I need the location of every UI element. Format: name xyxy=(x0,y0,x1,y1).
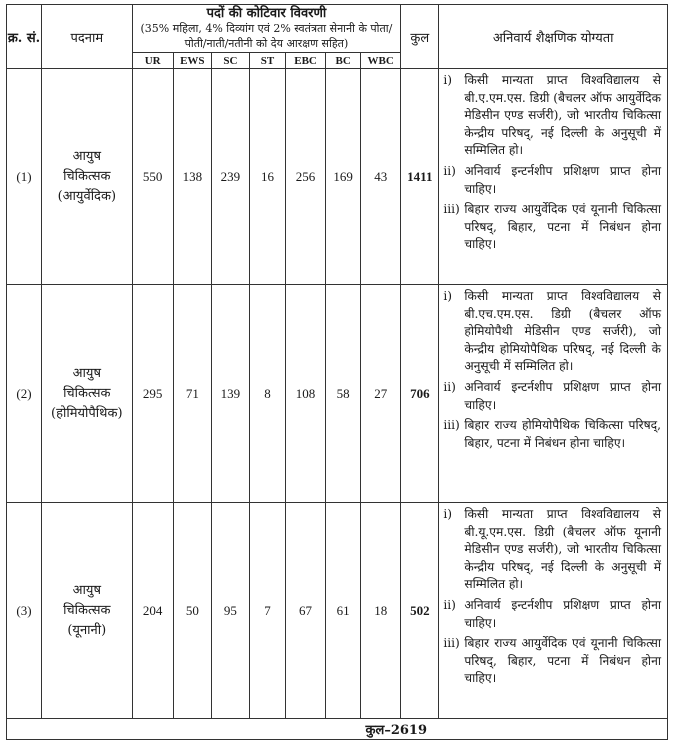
distribution-title: पदों की कोटिवार विवरणी xyxy=(206,6,327,21)
item-text: अनिवार्य इन्टर्नशीप प्रशिक्षण प्राप्त होना चाहिए। xyxy=(464,379,661,412)
cat-ur: UR xyxy=(132,53,173,69)
count-ebc: 67 xyxy=(285,503,325,719)
count-wbc: 18 xyxy=(361,503,401,719)
row-sno: (1) xyxy=(7,69,42,285)
cat-ebc: EBC xyxy=(285,53,325,69)
row-post xyxy=(42,285,133,503)
count-st: 8 xyxy=(249,285,285,503)
post-line: (यूनानी) xyxy=(67,622,107,638)
post-line: चिकित्सक xyxy=(63,168,111,184)
qualification-item xyxy=(443,597,661,632)
count-ebc: 256 xyxy=(285,69,325,285)
item-marker: iii) xyxy=(443,636,460,651)
header-qualification: अनिवार्य शैक्षणिक योग्यता xyxy=(439,5,668,69)
item-text: बिहार राज्य होमियोपैथिक चिकित्सा परिषद्, बिहार, पटना में निबंधन होना चाहिए। xyxy=(464,418,661,450)
count-st: 7 xyxy=(249,503,285,719)
item-marker: i) xyxy=(443,507,453,521)
qualification-item xyxy=(443,379,661,414)
post-line: आयुष xyxy=(72,365,101,381)
item-marker: ii) xyxy=(443,379,456,394)
count-bc: 169 xyxy=(326,69,361,285)
header-total: कुल xyxy=(401,5,439,69)
count-ews: 50 xyxy=(173,503,211,719)
header-sno: क्र. सं. xyxy=(7,5,42,69)
row-post xyxy=(42,69,133,285)
post-line: (आयुर्वेदिक) xyxy=(57,188,117,204)
header-distribution xyxy=(132,5,401,53)
cat-bc: BC xyxy=(326,53,361,69)
row-sno: (3) xyxy=(7,503,42,719)
qualification-item xyxy=(443,417,661,452)
item-text: बिहार राज्य आयुर्वेदिक एवं यूनानी चिकित्सा परिषद्, बिहार, पटना में निबंधन होना चाहिए। xyxy=(464,636,661,686)
header-post: पदनाम xyxy=(42,5,133,69)
count-bc: 61 xyxy=(326,503,361,719)
row-sno: (2) xyxy=(7,285,42,503)
qualification-cell xyxy=(439,503,668,719)
item-text: किसी मान्यता प्राप्त विश्वविद्यालय से बी.ए.एम.एस. डिग्री (बैचलर ऑफ आयुर्वेदिक मेडिसीन एण्ड सर्जरी), जो भारतीय चिकित्सा केन्द्रीय परिषद्, नई दिल्ली के अनुसूची में सम्मिलित हो। xyxy=(464,73,661,158)
item-marker: ii) xyxy=(443,163,456,178)
table-row xyxy=(7,503,668,719)
post-line: आयुष xyxy=(72,582,101,598)
item-text: किसी मान्यता प्राप्त विश्वविद्यालय से बी.यू.एम.एस. डिग्री (बैचलर ऑफ यूनानी मेडिसीन एण्ड सर्जरी), जो भारतीय चिकित्सा केन्द्रीय परिषद्, नई दिल्ली के अनुसूची में सम्मिलित हो। xyxy=(464,507,661,592)
count-ur: 204 xyxy=(132,503,173,719)
item-marker: iii) xyxy=(443,202,460,217)
qualification-cell xyxy=(439,285,668,503)
post-line: चिकित्सक xyxy=(63,602,111,618)
grand-total: कुल–2619 xyxy=(7,719,668,740)
row-total: 502 xyxy=(401,503,439,719)
cat-ews: EWS xyxy=(173,53,211,69)
row-total: 706 xyxy=(401,285,439,503)
post-line: (होमियोपैथिक) xyxy=(51,405,123,421)
count-ews: 71 xyxy=(173,285,211,503)
item-text: किसी मान्यता प्राप्त विश्वविद्यालय से बी.एच.एम.एस. डिग्री (बैचलर ऑफ होमियोपैथी मेडिसीन एण्ड सर्जरी), जो केन्द्रीय होमियोपैथिक परिषद्, नई दिल्ली के अनुसूची में सम्मिलित हो। xyxy=(464,289,661,374)
item-marker: ii) xyxy=(443,597,456,612)
count-sc: 139 xyxy=(211,285,249,503)
cat-sc: SC xyxy=(211,53,249,69)
item-text: अनिवार्य इन्टर्नशीप प्रशिक्षण प्राप्त होना चाहिए। xyxy=(464,163,661,196)
qualification-cell xyxy=(439,69,668,285)
count-sc: 239 xyxy=(211,69,249,285)
table-row xyxy=(7,285,668,503)
grand-total-row xyxy=(7,719,668,740)
item-marker: i) xyxy=(443,73,453,87)
count-ebc: 108 xyxy=(285,285,325,503)
qualification-item xyxy=(443,506,661,594)
row-total: 1411 xyxy=(401,69,439,285)
item-text: अनिवार्य इन्टर्नशीप प्रशिक्षण प्राप्त होना चाहिए। xyxy=(464,597,661,630)
qualification-item xyxy=(443,201,661,254)
count-st: 16 xyxy=(249,69,285,285)
vacancy-table xyxy=(6,4,668,740)
qualification-item xyxy=(443,288,661,376)
cat-wbc: WBC xyxy=(361,53,401,69)
count-ews: 138 xyxy=(173,69,211,285)
table-row xyxy=(7,69,668,285)
distribution-note: (35% महिला, 4% दिव्यांग एवं 2% स्वतंत्रता सेनानी के पोता/पोती/नाती/नतीनी को देय आरक्षण सहित) xyxy=(140,22,393,50)
count-ur: 550 xyxy=(132,69,173,285)
count-ur: 295 xyxy=(132,285,173,503)
item-text: बिहार राज्य आयुर्वेदिक एवं यूनानी चिकित्सा परिषद्, बिहार, पटना में निबंधन होना चाहिए। xyxy=(464,202,661,252)
item-marker: iii) xyxy=(443,418,460,433)
count-sc: 95 xyxy=(211,503,249,719)
count-bc: 58 xyxy=(326,285,361,503)
qualification-item xyxy=(443,163,661,198)
post-line: आयुष xyxy=(72,148,101,164)
qualification-item xyxy=(443,72,661,160)
item-marker: i) xyxy=(443,289,453,303)
row-post xyxy=(42,503,133,719)
count-wbc: 43 xyxy=(361,69,401,285)
cat-st: ST xyxy=(249,53,285,69)
count-wbc: 27 xyxy=(361,285,401,503)
post-line: चिकित्सक xyxy=(63,385,111,401)
qualification-item xyxy=(443,635,661,688)
